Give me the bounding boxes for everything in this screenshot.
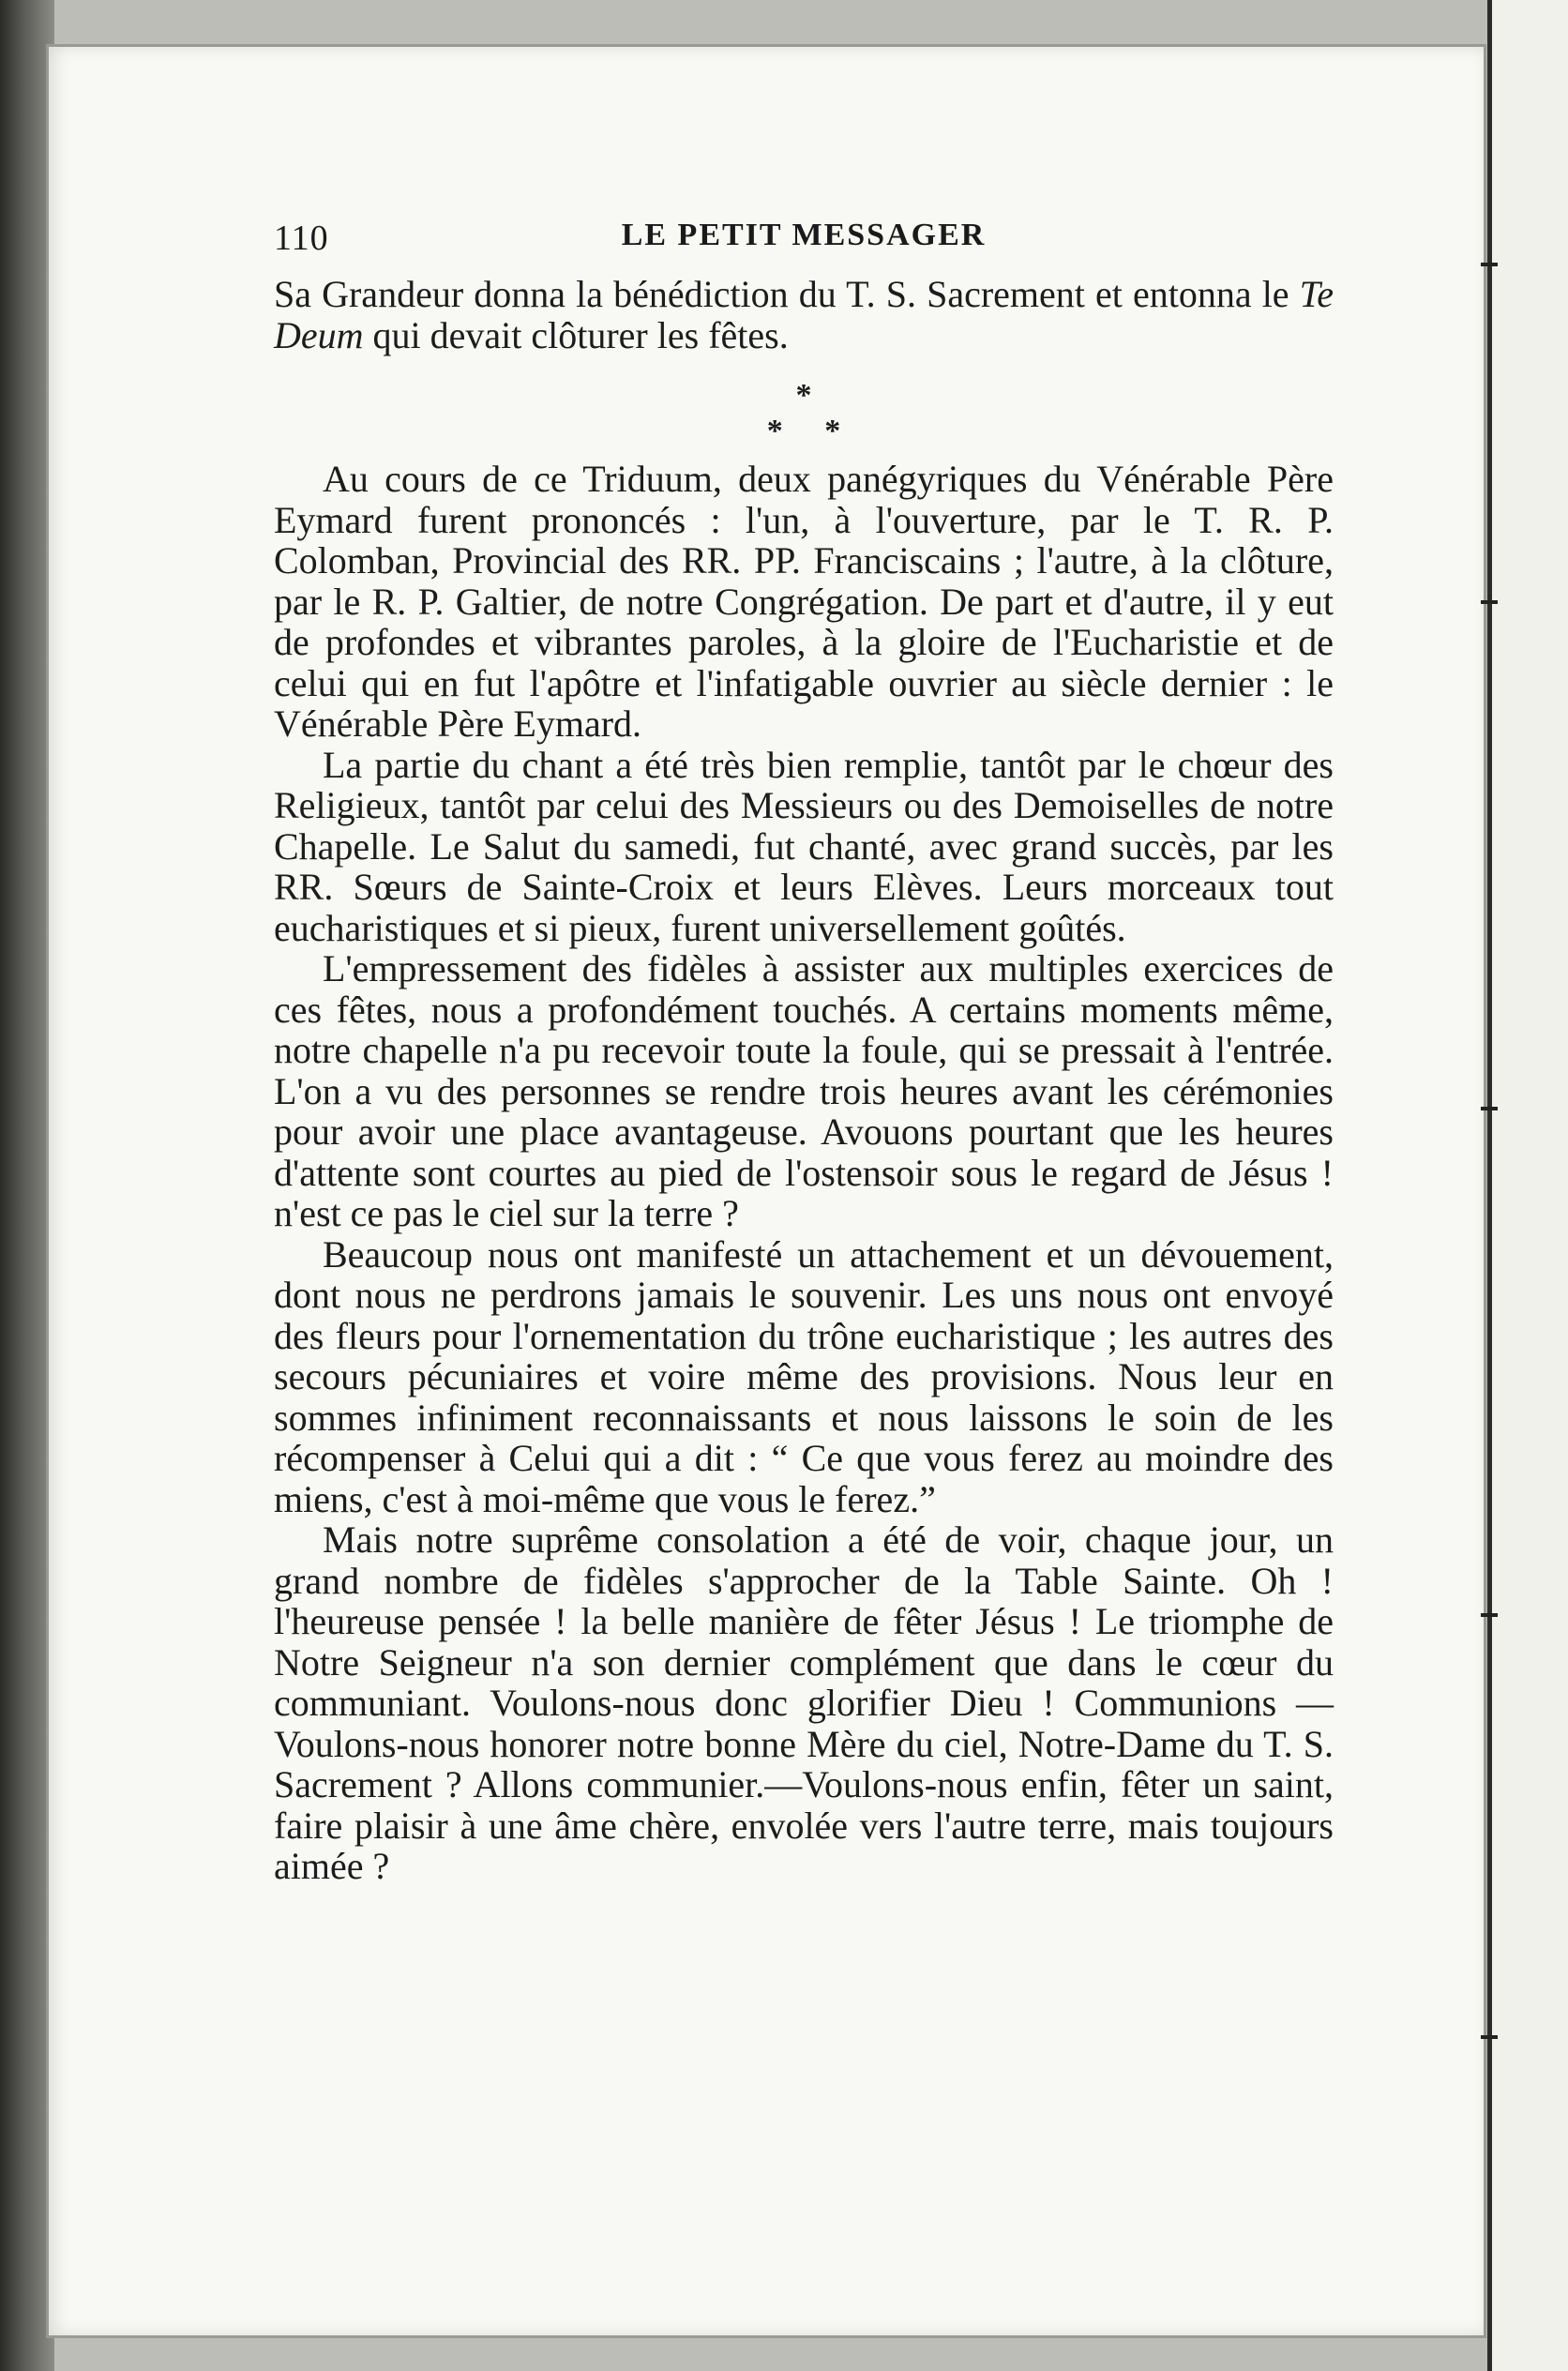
asterism-divider <box>274 355 1334 459</box>
paragraph-chant: La partie du chant a été très bien remplie, tantôt par le chœur des Religieux, tantôt par celui des Messieurs ou des Demoiselles de notre Chapelle. Le Salut du samedi, fut chanté, avec grand succès, par les RR. Sœurs de Sainte-Croix et leurs Elèves. Leurs morceaux tout eucharistiques et si pieux, furent universellement goûtés. <box>274 743 1334 949</box>
opening-paragraph <box>274 274 1334 355</box>
page-number: 110 <box>274 219 329 258</box>
asterism-top: * <box>795 378 812 413</box>
edge-mark <box>1481 600 1498 604</box>
edge-mark <box>1481 1107 1498 1110</box>
running-title: LE PETIT MESSAGER <box>621 218 987 252</box>
opening-text: Sa Grandeur donna la bénédiction du T. S. Sacrement et entonna le <box>274 273 1300 315</box>
paragraph-panegyriques: Au cours de ce Triduum, deux panégyriques du Vénérable Père Eymard furent prononcés : l'un, à l'ouverture, par le T. R. P. Colomban, Provincial des RR. PP. Franciscains ; l'autre, à la clôture, par le R. P. Galtier, de notre Congrégation. De part et d'autre, il y eut de profondes et vibrantes paroles, à la gloire de l'Eucharistie et de celui qui en fut l'apôtre et l'infatigable ouvrier au siècle dernier : le Vénérable Père Eymard. <box>274 458 1334 745</box>
edge-mark <box>1481 1613 1498 1617</box>
scan-shadow-left <box>0 0 54 2371</box>
edge-mark <box>1481 263 1498 266</box>
edge-mark <box>1481 2035 1498 2039</box>
opening-text-end: qui devait clôturer les fêtes. <box>363 313 789 356</box>
paragraph-empressement: L'empressement des fidèles à assister aux multiples exercices de ces fêtes, nous a profondément touchés. A certains moments même, notre chapelle n'a pu recevoir toute la foule, qui se pressait à l'entrée. L'on a vu des personnes se rendre trois heures avant les cérémonies pour avoir une place avantageuse. Avouons pourtant que les heures d'attente sont courtes au pied de l'ostensoir sous le regard de Jésus ! n'est ce pas le ciel sur la terre ? <box>274 947 1334 1234</box>
asterism-bottom: * * <box>766 414 858 448</box>
paragraph-devouement: Beaucoup nous ont manifesté un attachement et un dévouement, dont nous ne perdrons jamais le souvenir. Les uns nous ont envoyé des fleurs pour l'ornementation du trône eucharistique ; les autres des secours pécuniaires et voire même des provisions. Nous leur en sommes infiniment reconnaissants et nous laissons le soin de les récompenser à Celui qui a dit : “ Ce que vous ferez au moindre des miens, c'est à moi-même que vous le ferez.” <box>274 1232 1334 1520</box>
adjacent-page-edge <box>1487 0 1568 2371</box>
paragraph-consolation: Mais notre suprême consolation a été de voir, chaque jour, un grand nombre de fidèles s'approcher de la Table Sainte. Oh ! l'heureuse pensée ! la belle manière de fêter Jésus ! Le triomphe de Notre Seigneur n'a son dernier complément que dans le cœur du communiant. Voulons-nous donc glorifier Dieu ! Communions — Voulons-nous honorer notre bonne Mère du ciel, Notre-Dame du T. S. Sacrement ? Allons communier.—Voulons-nous enfin, fêter un saint, faire plaisir à une âme chère, envolée vers l'autre terre, mais toujours aimée ? <box>274 1518 1334 1887</box>
body-text <box>274 274 1334 1887</box>
te-deum-italic: Te Deum <box>274 273 1334 356</box>
running-head <box>274 218 1334 264</box>
